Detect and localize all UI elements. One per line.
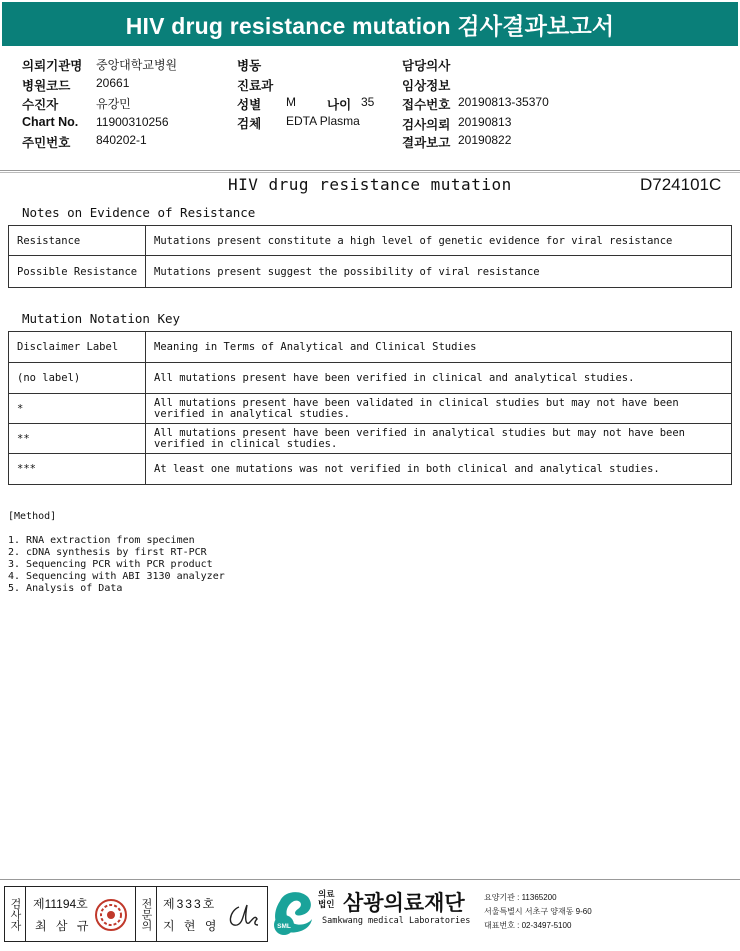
ward-label: 병동 (237, 59, 262, 73)
key-text: All mutations present have been validated in clinical studies but may not have been verified in analytical studies. (146, 394, 732, 424)
physician-label: 담당의사 (402, 59, 451, 73)
footer-divider (0, 879, 740, 880)
divider (0, 170, 740, 171)
brand-address: 서울특별시 서초구 양재동 9-60 (484, 907, 592, 916)
divider (0, 172, 740, 173)
table-row (9, 256, 732, 288)
report-title: HIV drug resistance mutation 검사결과보고서 (125, 12, 615, 39)
examiner-label: 검사자 (5, 887, 26, 941)
key-label: * (9, 394, 146, 424)
method-step: 2. cDNA synthesis by first RT-PCR (8, 547, 207, 558)
table-row (9, 332, 732, 363)
request-date-value: 20190813 (458, 115, 512, 129)
key-label: Disclaimer Label (9, 332, 146, 363)
notes-table (8, 225, 732, 288)
examiner-name: 최 삼 규 (35, 919, 92, 933)
notes-label: Possible Resistance (9, 256, 146, 288)
handwritten-signature (223, 897, 261, 933)
age-value: 35 (361, 95, 375, 109)
chart-no-value: 11900310256 (96, 115, 169, 129)
age-label: 나이 (327, 98, 352, 112)
table-row (9, 226, 732, 256)
notes-heading: Notes on Evidence of Resistance (22, 205, 256, 220)
method-step: 4. Sequencing with ABI 3130 analyzer (8, 571, 225, 582)
key-label: ** (9, 424, 146, 454)
hospital-code-label: 병원코드 (22, 79, 71, 93)
brand-phone: 대표번호 : 02-3497-5100 (484, 921, 572, 930)
method-heading: [Method] (8, 511, 57, 522)
patient-value: 유강민 (96, 97, 131, 111)
sex-value: M (286, 95, 296, 109)
receipt-no-label: 접수번호 (402, 98, 451, 112)
hospital-code-value: 20661 (96, 76, 130, 90)
facility-label: 의뢰기관명 (22, 59, 83, 73)
specialist-label: 전문의 (135, 887, 157, 941)
table-row (9, 454, 732, 485)
resident-no-label: 주민번호 (22, 136, 71, 150)
key-text: At least one mutations was not verified in both clinical and analytical studies. (146, 454, 732, 485)
brand-english: Samkwang medical Laboratories (322, 916, 471, 926)
resident-no-value: 840202-1 (96, 133, 147, 147)
key-text: All mutations present have been verified in analytical studies but may not have been verified in clinical studies. (146, 424, 732, 454)
report-date-label: 결과보고 (402, 136, 451, 150)
key-label: (no label) (9, 363, 146, 394)
method-step: 1. RNA extraction from specimen (8, 535, 195, 546)
specimen-value: EDTA Plasma (286, 114, 360, 128)
table-row (9, 363, 732, 394)
method-step: 3. Sequencing PCR with PCR product (8, 559, 213, 570)
seal-stamp (93, 897, 129, 933)
receipt-no-value: 20190813-35370 (458, 95, 549, 109)
key-text: All mutations present have been verified in clinical and analytical studies. (146, 363, 732, 394)
logo-text: SML (277, 923, 291, 930)
chart-no-label: Chart No. (22, 115, 79, 129)
patient-label: 수진자 (22, 98, 59, 112)
specimen-label: 검체 (237, 117, 262, 131)
specialist-name: 지 현 영 (163, 919, 220, 933)
method-step: 5. Analysis of Data (8, 583, 123, 594)
brand-code: 요양기관 : 11365200 (484, 893, 557, 902)
signature-box (4, 886, 268, 942)
brand-name: 삼광의료재단 (343, 892, 465, 915)
test-title: HIV drug resistance mutation (228, 175, 512, 194)
brand-prefix: 의료 법인 (318, 889, 335, 909)
key-heading: Mutation Notation Key (22, 311, 181, 326)
patient-info-block (0, 52, 740, 170)
report-date-value: 20190822 (458, 133, 512, 147)
table-row (9, 394, 732, 424)
notes-text: Mutations present suggest the possibility of viral resistance (146, 256, 732, 288)
clinical-info-label: 임상정보 (402, 79, 451, 93)
table-row (9, 424, 732, 454)
sml-logo-icon (270, 887, 316, 937)
department-label: 진료과 (237, 79, 274, 93)
notes-label: Resistance (9, 226, 146, 256)
notation-key-table (8, 331, 732, 485)
facility-value: 중앙대학교병원 (96, 58, 178, 72)
test-code: D724101C (640, 175, 722, 194)
request-date-label: 검사의뢰 (402, 118, 451, 132)
examiner-license: 제11194호 (33, 897, 88, 911)
key-text: Meaning in Terms of Analytical and Clinical Studies (146, 332, 732, 363)
report-title-bar (2, 2, 738, 46)
key-label: *** (9, 454, 146, 485)
sex-label: 성별 (237, 98, 262, 112)
notes-text: Mutations present constitute a high level of genetic evidence for viral resistance (146, 226, 732, 256)
specialist-license: 제333호 (163, 897, 217, 911)
